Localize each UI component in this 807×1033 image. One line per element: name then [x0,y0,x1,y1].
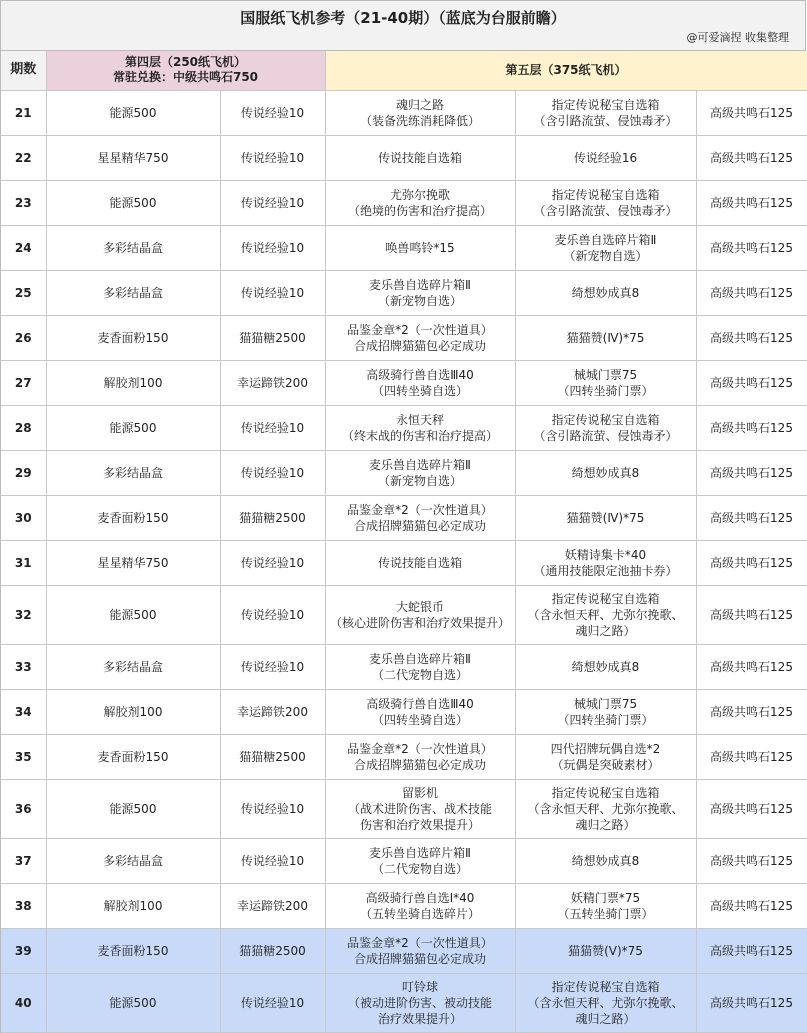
layer5-reward-c-text: 高级共鸣石125 [710,898,793,913]
layer5-reward-c [696,225,807,270]
layer5-reward-a [325,405,515,450]
layer5-reward-b-text: 绮想妙成真8 [571,853,640,868]
layer5-reward-b-text: 指定传说秘宝自选箱 （含引路流萤、侵蚀毒矛） [533,97,678,128]
layer5-reward-b [515,883,696,928]
period-cell-text: 39 [14,943,32,958]
layer5-reward-c-text: 高级共鸣石125 [710,659,793,674]
period-cell-text: 34 [14,704,32,719]
header-layer4 [46,51,325,90]
layer5-reward-c [696,973,807,1032]
layer4-reward-b [220,315,325,360]
period-cell [1,779,46,838]
layer5-reward-c [696,883,807,928]
layer5-reward-c [696,90,807,135]
period-cell-text: 26 [14,330,32,345]
layer5-reward-b-text: 绮想妙成真8 [571,285,640,300]
layer5-reward-c-text: 高级共鸣石125 [710,240,793,255]
header-row [1,51,807,90]
layer4-reward-a [46,928,220,973]
layer5-reward-c [696,585,807,644]
layer5-reward-a-text: 麦乐兽自选碎片箱Ⅱ （二代宠物自选） [369,651,471,682]
layer4-reward-a-text: 能源500 [109,420,157,435]
period-cell [1,883,46,928]
table-row [1,973,807,1032]
layer5-reward-c-text: 高级共鸣石125 [710,375,793,390]
layer5-reward-c [696,644,807,689]
table-row [1,135,807,180]
layer5-reward-a-text: 永恒天秤 （终末战的伤害和治疗提高） [341,412,498,443]
layer4-reward-a-text: 解胶剂100 [103,898,163,913]
layer5-reward-b-text: 猫猫赞(Ⅳ)*75 [566,510,645,525]
table-row [1,450,807,495]
layer5-reward-b [515,540,696,585]
period-cell [1,585,46,644]
layer5-reward-a-text: 麦乐兽自选碎片箱Ⅱ （新宠物自选） [369,277,471,308]
layer4-reward-b [220,180,325,225]
layer5-reward-c [696,495,807,540]
layer5-reward-c-text: 高级共鸣石125 [710,510,793,525]
layer5-reward-c [696,838,807,883]
layer4-reward-b [220,644,325,689]
layer4-reward-b-text: 猫猫糖2500 [239,330,306,345]
layer4-reward-a [46,883,220,928]
layer5-reward-a [325,644,515,689]
period-cell-text: 23 [14,195,32,210]
period-cell-text: 32 [14,607,32,622]
layer4-reward-b [220,405,325,450]
layer5-reward-b [515,135,696,180]
table-row [1,90,807,135]
layer5-reward-c [696,689,807,734]
layer4-reward-b [220,689,325,734]
layer4-reward-b-text: 传说经验10 [240,465,305,480]
period-cell-text: 31 [14,555,32,570]
period-cell-text: 21 [14,105,32,120]
layer4-reward-a-text: 多彩结晶盒 [102,465,163,480]
layer5-reward-a [325,585,515,644]
reward-table [1,51,807,1033]
layer5-reward-a [325,779,515,838]
layer5-reward-a-text: 品鉴金章*2（一次性道具） 合成招牌猫猫包必定成功 [347,322,493,353]
layer5-reward-a-text: 高级骑行兽自选Ⅲ40 （四转坐骑自选） [366,367,474,398]
layer5-reward-b-text: 械城门票75 （四转坐骑门票） [557,367,654,398]
table-row [1,360,807,405]
layer5-reward-a-text: 尤弥尔挽歌 （绝境的伤害和治疗提高） [347,187,492,218]
period-cell [1,973,46,1032]
layer5-reward-b-text: 猫猫赞(Ⅴ)*75 [568,943,643,958]
layer4-reward-a [46,135,220,180]
layer4-reward-b-text: 传说经验10 [240,853,305,868]
layer5-reward-b-text: 传说经验16 [573,150,638,165]
layer4-reward-a-text: 能源500 [109,801,157,816]
layer4-reward-a [46,495,220,540]
layer4-reward-a-text: 麦香面粉150 [97,749,169,764]
layer5-reward-b-text: 指定传说秘宝自选箱 （含永恒天秤、尤弥尔挽歌、 魂归之路） [527,979,684,1026]
layer5-reward-b [515,495,696,540]
period-cell [1,135,46,180]
table-row [1,838,807,883]
period-cell [1,540,46,585]
layer5-reward-a [325,450,515,495]
layer5-reward-b [515,779,696,838]
layer5-reward-c-text: 高级共鸣石125 [710,704,793,719]
layer4-reward-b [220,135,325,180]
period-cell [1,838,46,883]
layer4-reward-a-text: 多彩结晶盒 [102,853,163,868]
table-row [1,495,807,540]
period-cell [1,405,46,450]
layer5-reward-b-text: 指定传说秘宝自选箱 （含永恒天秤、尤弥尔挽歌、 魂归之路） [527,785,684,832]
layer5-reward-a [325,270,515,315]
layer4-reward-b-text: 传说经验10 [240,105,305,120]
layer4-reward-b-text: 传说经验10 [240,240,305,255]
layer5-reward-a [325,838,515,883]
layer5-reward-b [515,734,696,779]
layer5-reward-b [515,225,696,270]
layer5-reward-a-text: 品鉴金章*2（一次性道具） 合成招牌猫猫包必定成功 [347,741,493,772]
layer5-reward-c-text: 高级共鸣石125 [710,555,793,570]
table-row [1,644,807,689]
layer4-reward-b [220,928,325,973]
layer5-reward-b [515,405,696,450]
layer5-reward-c-text: 高级共鸣石125 [710,801,793,816]
layer5-reward-a [325,225,515,270]
layer4-reward-b-text: 传说经验10 [240,801,305,816]
table-row [1,734,807,779]
layer4-reward-a [46,689,220,734]
layer5-reward-a-text: 叮铃球 （被动进阶伤害、被动技能 治疗效果提升） [347,979,492,1026]
layer5-reward-c [696,180,807,225]
layer4-reward-b [220,838,325,883]
layer5-reward-b-text: 麦乐兽自选碎片箱Ⅱ （新宠物自选） [554,232,657,263]
period-cell [1,270,46,315]
layer5-reward-a-text: 高级骑行兽自选Ⅰ*40 （五转坐骑自选碎片） [359,890,480,921]
layer5-reward-b [515,180,696,225]
layer4-reward-a [46,734,220,779]
layer4-reward-b [220,779,325,838]
layer4-reward-b-text: 猫猫糖2500 [239,510,306,525]
layer4-reward-b-text: 幸运蹄铁200 [237,375,308,390]
layer4-reward-a-text: 多彩结晶盒 [102,240,163,255]
period-cell-text: 40 [14,995,32,1010]
layer5-reward-b-text: 猫猫赞(Ⅳ)*75 [566,330,645,345]
layer4-reward-a-text: 麦香面粉150 [97,943,169,958]
layer5-reward-c-text: 高级共鸣石125 [710,465,793,480]
layer5-reward-a [325,928,515,973]
layer4-reward-b [220,225,325,270]
header-layer4-title: 第四层（250纸飞机） [124,55,247,70]
layer4-reward-a [46,315,220,360]
period-cell [1,225,46,270]
layer4-reward-a-text: 星星精华750 [97,555,169,570]
layer5-reward-a [325,135,515,180]
layer4-reward-b [220,450,325,495]
table-row [1,585,807,644]
layer5-reward-b-text: 妖精诗集卡*40 （通用技能限定池抽卡券） [533,547,678,578]
layer5-reward-a-text: 品鉴金章*2（一次性道具） 合成招牌猫猫包必定成功 [347,502,493,533]
layer4-reward-a [46,450,220,495]
layer4-reward-b-text: 传说经验10 [240,420,305,435]
period-cell [1,315,46,360]
layer5-reward-a [325,315,515,360]
layer5-reward-c-text: 高级共鸣石125 [710,150,793,165]
header-layer4-exchange: 常驻兑换：中级共鸣石750 [112,70,259,85]
period-cell-text: 24 [14,240,32,255]
layer4-reward-a-text: 能源500 [109,607,157,622]
layer5-reward-b-text: 指定传说秘宝自选箱 （含永恒天秤、尤弥尔挽歌、 魂归之路） [527,591,684,638]
layer4-reward-a-text: 解胶剂100 [103,704,163,719]
header-period: 期数 [1,51,46,90]
layer4-reward-b [220,540,325,585]
page-title: 国服纸飞机参考（21-40期）（蓝底为台服前瞻） [240,9,566,27]
layer4-reward-a [46,90,220,135]
layer5-reward-a [325,883,515,928]
period-cell-text: 30 [14,510,32,525]
layer5-reward-b [515,360,696,405]
period-cell [1,360,46,405]
layer4-reward-b [220,973,325,1032]
layer5-reward-a-text: 麦乐兽自选碎片箱Ⅱ （新宠物自选） [369,457,471,488]
layer4-reward-a [46,779,220,838]
layer4-reward-b-text: 幸运蹄铁200 [237,898,308,913]
table-row [1,405,807,450]
period-cell [1,644,46,689]
layer4-reward-b-text: 传说经验10 [240,150,305,165]
period-cell [1,495,46,540]
table-row [1,180,807,225]
layer5-reward-a [325,540,515,585]
period-cell-text: 25 [14,285,32,300]
layer4-reward-a-text: 能源500 [109,105,157,120]
layer5-reward-b [515,90,696,135]
layer5-reward-c [696,540,807,585]
layer4-reward-a [46,585,220,644]
period-cell-text: 27 [14,375,32,390]
table-body [1,90,807,1032]
layer4-reward-a [46,270,220,315]
layer5-reward-c-text: 高级共鸣石125 [710,943,793,958]
layer5-reward-a [325,180,515,225]
layer4-reward-b [220,883,325,928]
period-cell [1,734,46,779]
layer5-reward-b [515,689,696,734]
table-row [1,540,807,585]
layer5-reward-a-text: 高级骑行兽自选Ⅲ40 （四转坐骑自选） [366,696,474,727]
layer4-reward-b-text: 传说经验10 [240,659,305,674]
table-row [1,883,807,928]
layer4-reward-a-text: 多彩结晶盒 [102,285,163,300]
layer5-reward-c-text: 高级共鸣石125 [710,995,793,1010]
layer4-reward-a [46,644,220,689]
layer5-reward-c-text: 高级共鸣石125 [710,853,793,868]
table-row [1,225,807,270]
layer4-reward-b [220,585,325,644]
layer4-reward-b-text: 传说经验10 [240,607,305,622]
period-cell [1,180,46,225]
period-cell-text: 37 [14,853,32,868]
layer5-reward-c [696,315,807,360]
layer5-reward-b-text: 绮想妙成真8 [571,659,640,674]
table-row [1,928,807,973]
layer5-reward-a [325,689,515,734]
layer4-reward-a [46,973,220,1032]
layer5-reward-a-text: 魂归之路 （装备洗练消耗降低） [359,97,480,128]
layer4-reward-a [46,405,220,450]
table-row [1,270,807,315]
layer5-reward-a-text: 品鉴金章*2（一次性道具） 合成招牌猫猫包必定成功 [347,935,493,966]
layer5-reward-a-text: 传说技能自选箱 [377,555,462,570]
period-cell [1,450,46,495]
period-cell [1,689,46,734]
layer5-reward-a-text: 留影机 （战术进阶伤害、战术技能 伤害和治疗效果提升） [347,785,492,832]
layer5-reward-b-text: 四代招牌玩偶自选*2 （玩偶是突破素材） [550,741,661,772]
layer5-reward-c [696,360,807,405]
layer4-reward-b-text: 传说经验10 [240,285,305,300]
layer5-reward-b [515,928,696,973]
layer5-reward-b-text: 妖精门票*75 （五转坐骑门票） [557,890,654,921]
layer4-reward-b [220,495,325,540]
layer4-reward-b [220,90,325,135]
layer4-reward-b-text: 传说经验10 [240,195,305,210]
layer4-reward-b-text: 幸运蹄铁200 [237,704,308,719]
layer4-reward-a [46,838,220,883]
layer5-reward-b [515,270,696,315]
layer5-reward-c [696,928,807,973]
layer5-reward-a-text: 麦乐兽自选碎片箱Ⅱ （二代宠物自选） [369,845,471,876]
table-row [1,689,807,734]
period-cell [1,928,46,973]
period-cell-text: 38 [14,898,32,913]
layer4-reward-b [220,270,325,315]
layer5-reward-c-text: 高级共鸣石125 [710,607,793,622]
credit-text: @可爱滴捏 收集整理 [686,31,789,44]
layer5-reward-c [696,734,807,779]
table-row [1,779,807,838]
title-bar [1,1,806,51]
layer5-reward-b [515,973,696,1032]
layer5-reward-a [325,973,515,1032]
layer4-reward-b [220,734,325,779]
layer4-reward-a [46,225,220,270]
layer5-reward-a [325,734,515,779]
layer5-reward-b [515,450,696,495]
layer4-reward-a [46,360,220,405]
period-cell-text: 22 [14,150,32,165]
layer5-reward-c-text: 高级共鸣石125 [710,749,793,764]
layer5-reward-c-text: 高级共鸣石125 [710,105,793,120]
layer5-reward-b [515,838,696,883]
layer4-reward-a-text: 解胶剂100 [103,375,163,390]
layer4-reward-a-text: 麦香面粉150 [97,510,169,525]
layer5-reward-b-text: 指定传说秘宝自选箱 （含引路流萤、侵蚀毒矛） [533,187,678,218]
layer5-reward-a [325,90,515,135]
layer5-reward-a-text: 传说技能自选箱 [377,150,462,165]
period-cell-text: 29 [14,465,32,480]
layer5-reward-b [515,644,696,689]
period-cell-text: 35 [14,749,32,764]
layer5-reward-c-text: 高级共鸣石125 [710,330,793,345]
table-row [1,315,807,360]
layer4-reward-a [46,540,220,585]
layer5-reward-b-text: 绮想妙成真8 [571,465,640,480]
layer5-reward-c [696,270,807,315]
layer4-reward-b-text: 传说经验10 [240,995,305,1010]
layer5-reward-c [696,779,807,838]
layer4-reward-a-text: 星星精华750 [97,150,169,165]
layer5-reward-a-text: 大蛇银币 （核心进阶伤害和治疗效果提升） [329,599,510,630]
layer5-reward-b [515,585,696,644]
layer5-reward-c-text: 高级共鸣石125 [710,285,793,300]
layer4-reward-b-text: 传说经验10 [240,555,305,570]
period-cell-text: 33 [14,659,32,674]
layer5-reward-c-text: 高级共鸣石125 [710,420,793,435]
layer4-reward-a-text: 多彩结晶盒 [102,659,163,674]
layer4-reward-b-text: 猫猫糖2500 [239,943,306,958]
layer5-reward-b-text: 械城门票75 （四转坐骑门票） [557,696,654,727]
period-cell [1,90,46,135]
layer5-reward-a-text: 唤兽鸣铃*15 [385,240,455,255]
layer5-reward-c-text: 高级共鸣石125 [710,195,793,210]
period-cell-text: 36 [14,801,32,816]
layer4-reward-a-text: 麦香面粉150 [97,330,169,345]
layer4-reward-b [220,360,325,405]
period-cell-text: 28 [14,420,32,435]
layer5-reward-a [325,360,515,405]
layer5-reward-c [696,405,807,450]
layer5-reward-b-text: 指定传说秘宝自选箱 （含引路流萤、侵蚀毒矛） [533,412,678,443]
layer5-reward-c [696,450,807,495]
layer4-reward-a-text: 能源500 [109,195,157,210]
header-layer5: 第五层（375纸飞机） [325,51,807,90]
layer5-reward-b [515,315,696,360]
layer4-reward-a [46,180,220,225]
layer5-reward-a [325,495,515,540]
layer5-reward-c [696,135,807,180]
layer4-reward-b-text: 猫猫糖2500 [239,749,306,764]
layer4-reward-a-text: 能源500 [109,995,157,1010]
